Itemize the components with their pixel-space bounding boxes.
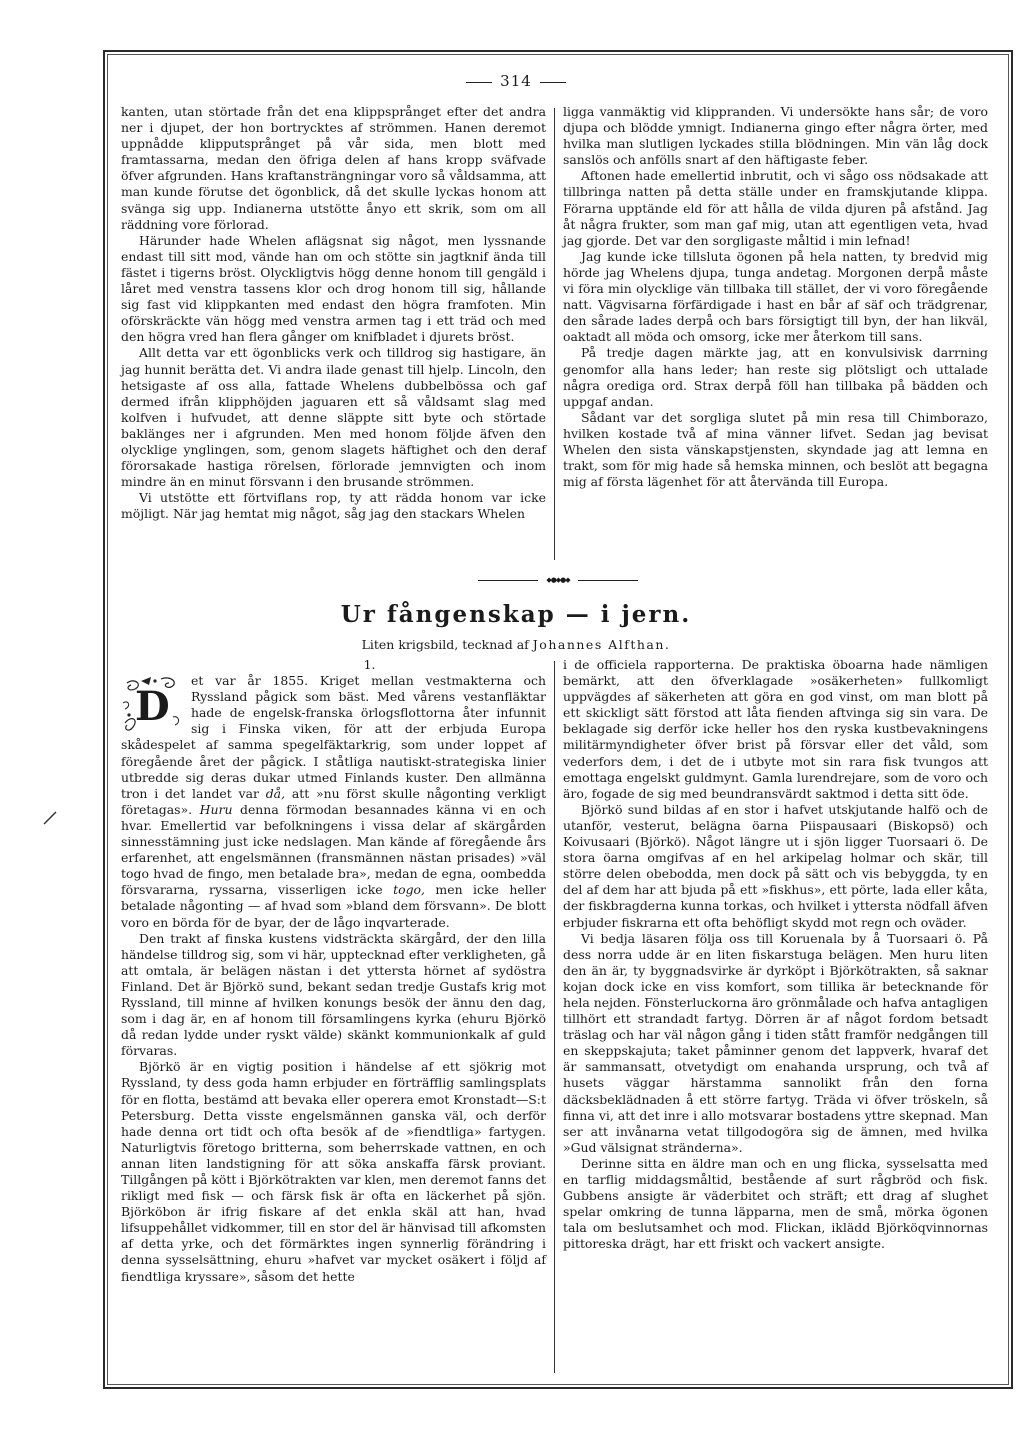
dash-right: [540, 82, 566, 83]
opening-text: denna förmodan besannades känna vi en och hvar. Emellertid var befolkningens i vissa delar af skärgården sinnesstämning just icke nedslagen. Man kände af föregående års erfarenhet, att engelsmännen (fransmännen nästan prisades) »väl togo hvad de fingo, men betalade bra», medan de egna, oombedda försvararna, ryssarna, visserligen icke: [121, 801, 546, 898]
column-rule: [554, 661, 555, 1373]
column-rule: [554, 108, 555, 560]
paragraph: På tredje dagen märkte jag, att en konvulsivisk darrning genomfor alla hans leder; han reste sig plötsligt och uttalade några orediga ord. Strax derpå föll han tillbaka på bädden och uppgaf andan.: [563, 345, 988, 409]
dropcap-letter: D: [135, 683, 170, 731]
paragraph: Härunder hade Whelen aflägsnat sig något, men lyssnande endast till sitt mod, vände han om och stötte sin jagtknif ända till fästet i tigerns bröst. Olyckligtvis högg denne honom till gengäld i låret med venstra tassens klor och drog honom till sig, hållande sig fast vid klippkanten med endast den högra framfoten. Min oförskräckte vän högg med venstra armen tag i ett träd och med den högra vred han flera gånger om knifbladet i djurets bröst.: [121, 232, 546, 345]
emphasis: togo,: [393, 882, 425, 898]
paragraph: Björkö sund bildas af en stor i hafvet utskjutande halfö och de utanför, vesterut, belägna öarna Piispausaari (Biskopsö) och Koivusaari (Björkö). Något längre ut i sjön ligger Tuorsaari ö. De stora öarna omgifvas af en hel arkipelag holmar och skär, till större delen obebodda, men dock på sätt och vis bebyggda, ty en del af dem har att bjuda på ett »fiskhus», ett pörte, lada eller kåta, der fiskbragderna kunna torkas, och hvilket i yttersta nödfall äfven erbjuder fiskrarna ett ofta behöfligt skydd mot regn och oväder.: [563, 801, 988, 930]
emphasis: då,: [265, 785, 286, 801]
chapter-number: 1.: [363, 657, 376, 672]
paragraph: Allt detta var ett ögonblicks verk och tilldrog sig hastigare, än jag hunnit berätta det. Vi andra ilade genast till hjelp. Lincoln, den hetsigaste af oss alla, fattade Whelens dubbelbössa och gaf dermed ifrån klipphöjden jaguaren ett så våldsamt slag med kolfven i hufvudet, att denne släppte sitt byte och störtade baklänges ner i afgrunden. Men med honom följde äfven den olycklige ynglingen, som, genom slagets häftighet och den deraf förorsakade hastiga rörelsen, förlorade jemnvigten och inom mindre än en minut försvann i den brusande strömmen.: [121, 345, 546, 490]
article-right-column: [563, 657, 988, 1377]
paragraph: Derinne sitta en äldre man och en ung flicka, sysselsatta med en tarflig middagsmåltid, bestående af surt rågbröd och fisk. Gubbens ansigte är väderbitet och sträft; ett drag af slughet spelar omkring de tunna läpparna, men de små, mörka ögonen tala om beslutsamhet och mod. Flickan, iklädd Björköqvinnornas pittoreska drägt, har ett friskt och vackert ansigte.: [563, 1155, 988, 1252]
paragraph: Jag kunde icke tillsluta ögonen på hela natten, ty bredvid mig hörde jag Whelens djupa, tunga andetag. Morgonen derpå måste vi föra min olycklige vän tillbaka till stället, der vi voro föregående natt. Vägvisarna förfärdigade i hast en bår af säf och trädgrenar, den sårade lades derpå och bars försigtigt till byn, der han likväl, oaktadt all möda och omsorg, icke mer återkom till sans.: [563, 248, 988, 345]
paragraph-opening: [121, 673, 546, 931]
dash-left: [466, 82, 492, 83]
paragraph: Aftonen hade emellertid inbrutit, och vi sågo oss nödsakade att tillbringa natten på detta ställe under en framskjutande klippa. Förarna upptände eld för att hålla de vilda djuren på afstånd. Jag åt några frukter, som man gaf mig, utan att egentligen veta, hvad jag gjorde. Det var den sorgligaste måltid i min lefnad!: [563, 168, 988, 248]
byline-author: Johannes Alfthan.: [532, 637, 671, 652]
paragraph: Björkö är en vigtig position i händelse af ett sjökrig mot Ryssland, ty dess goda hamn erbjuder en förträfflig samlingsplats för en flotta, bestämd att bevaka eller operera emot Kronstadt—S:t Petersburg. Detta visste engelsmännen ganska väl, och derför hade denna ort tidt och ofta besök af de »fiendtliga» fartygen. Naturligtvis företogo britterna, som beherrskade vattnen, en och annan liten landstigning för att söka anskaffa färsk proviant. Tillgången på kött i Björkötrakten var klen, men deremot fanns det rikligt med fisk — och färsk fisk är ofta en läckerhet på sjön. Björköbon är ifrig fiskare af det enkla skäl att han, hvad lifsuppehållet vidkommer, till en stor del är hänvisad till afkomsten af detta yrke, och det förmärktes ingen synnerlig förändring i denna sysselsättning, ehuru »hafvet var mycket osäkert i följd af fiendtliga kryssare», såsom det hette: [121, 1059, 546, 1284]
top-left-column: [121, 104, 546, 566]
section-divider-ornament: ◆●◆●◆: [478, 579, 638, 583]
paragraph: kanten, utan störtade från det ena klippsprånget efter det andra ner i djupet, der hon bortrycktes af strömmen. Hanen deremot uppnådde klipputsprånget på vår sida, men blott med framtassarna, medan den öfriga delen af hans kropp sväfvade öfver afgrunden. Hans kraftansträngningar voro så våldsamma, att man kunde förutse det ögonblick, då det skulle lyckas honom att svänga sig upp. Indianerna utstötte ånyo ett skrik, som om all räddning vore förlorad.: [121, 104, 546, 232]
opening-text: att »nu först skulle någonting verkligt företagas».: [121, 785, 546, 817]
opening-text: et var år 1855. Kriget mellan vestmakterna och Ryssland pågick som bäst. Med vårens vestanfläktar hade de engelsk-franska örlogsflottorna åter infunnit sig i Finska viken, för att der erbjuda Europa skådespelet af samma spegelfäktarkrig, som under loppet af föregående året der pågick. I ståtliga nautiskt-strategiska linier utbredde sig deras dukar utmed Finlands kuster. Den allmänna tron i det landet var: [121, 673, 546, 801]
stray-pen-mark-icon: [42, 808, 60, 826]
emphasis: Huru: [199, 801, 233, 817]
paragraph: Den trakt af finska kustens vidsträckta skärgård, der den lilla händelse tilldrog sig, som vi här, upptecknad efter verkligheten, gå att omtala, är belägen nästan i det yttersta hörnet af sydöstra Finland. Det är Björkö sund, bekant sedan tredje Gustafs krig mot Ryssland, till minne af hvilken konungs besök der ännu den dag, som i dag är, en af honom till församlingens kyrka (ehuru Björkö då redan lydde under ryskt välde) skänkt kommunionkalk af guld förvaras.: [121, 930, 546, 1059]
paragraph: Vi utstötte ett förtviflans rop, ty att rädda honom var icke möjligt. När jag hemtat mig något, såg jag den stackars Whelen: [121, 490, 546, 522]
article-title: Ur fångenskap — i jern.: [340, 601, 692, 628]
page-number: [0, 72, 1032, 90]
paragraph: Vi bedja läsaren följa oss till Koruenala by å Tuorsaari ö. På dess norra udde är en liten fiskarstuga belägen. Men huru liten den än är, ty byggnadsvirke är dyrköpt i Björkötrakten, så saknar kojan dock icke en viss komfort, som tillika är betecknande för hela nejden. Fönsterluckorna äro grönmålade och hafva antagligen tillhört ett strandadt fartyg. Dörren är af något fordom betsadt träslag och har väl någon gång i tiden stått framför nedgången till en skeppskajuta; taket påminner genom det lappverk, hvaraf det är sammansatt, otvetydigt om enahanda ursprung, och två af husets väggar härstamma sannolikt från den forna däcksbeklädnaden å ett större fartyg. Träda vi öfver tröskeln, så finna vi, att det inre i allo motsvarar bostadens yttre skepnad. Man ser att invånarna vetat tillgodogöra sig de ämnen, med hvilka »Gud välsignat stränderna».: [563, 930, 988, 1155]
byline: [0, 637, 1032, 652]
top-right-column: [563, 104, 988, 566]
paragraph: i de officiela rapporterna. De praktiska öboarna hade nämligen bemärkt, att den öfverklagade »osäkerheten» fullkomligt uppvägdes af säkerheten att göra en god vinst, om man blott på ett skickligt sätt förstod att låta fienden aftvinga sig sin vara. De beklagade sig derför icke heller hos den ryska kustbevakningens militärmyndigheter öfver brist på försvar eller det våld, som vederfors dem, i det de i utbyte mot sin rara fisk tvungos att emottaga engelskt guldmynt. Gamla lurendrejare, som de voro och äro, fogade de sig med beundransvärdt saktmod i detta sitt öde.: [563, 657, 988, 801]
paragraph: ligga vanmäktig vid klippranden. Vi undersökte hans sår; de voro djupa och blödde ymnigt. Indianerna gingo efter några örter, med hvilka man slutligen lyckades stilla blödningen. Min vän låg dock sanslös och anfölls snart af den häftigaste feber.: [563, 104, 988, 168]
decorated-initial: [121, 675, 185, 737]
byline-prefix: Liten krigsbild, tecknad af: [361, 637, 529, 652]
article-left-column: [121, 657, 546, 1377]
page-number-text: 314: [500, 72, 532, 90]
opening-text: men icke heller betalade någonting — af hvad som »bland dem försvann». De blott voro en börda för de byar, der de lågo inqvarterade.: [121, 882, 546, 930]
paragraph: Sådant var det sorgliga slutet på min resa till Chimborazo, hvilken kostade två af mina vänner lifvet. Sedan jag bevisat Whelen den sista vänskapstjensten, skyndade jag att lemna en trakt, som för mig hade så hemska minnen, och beslöt att begagna mig af första lägenhet för att återvända till Europa.: [563, 409, 988, 490]
